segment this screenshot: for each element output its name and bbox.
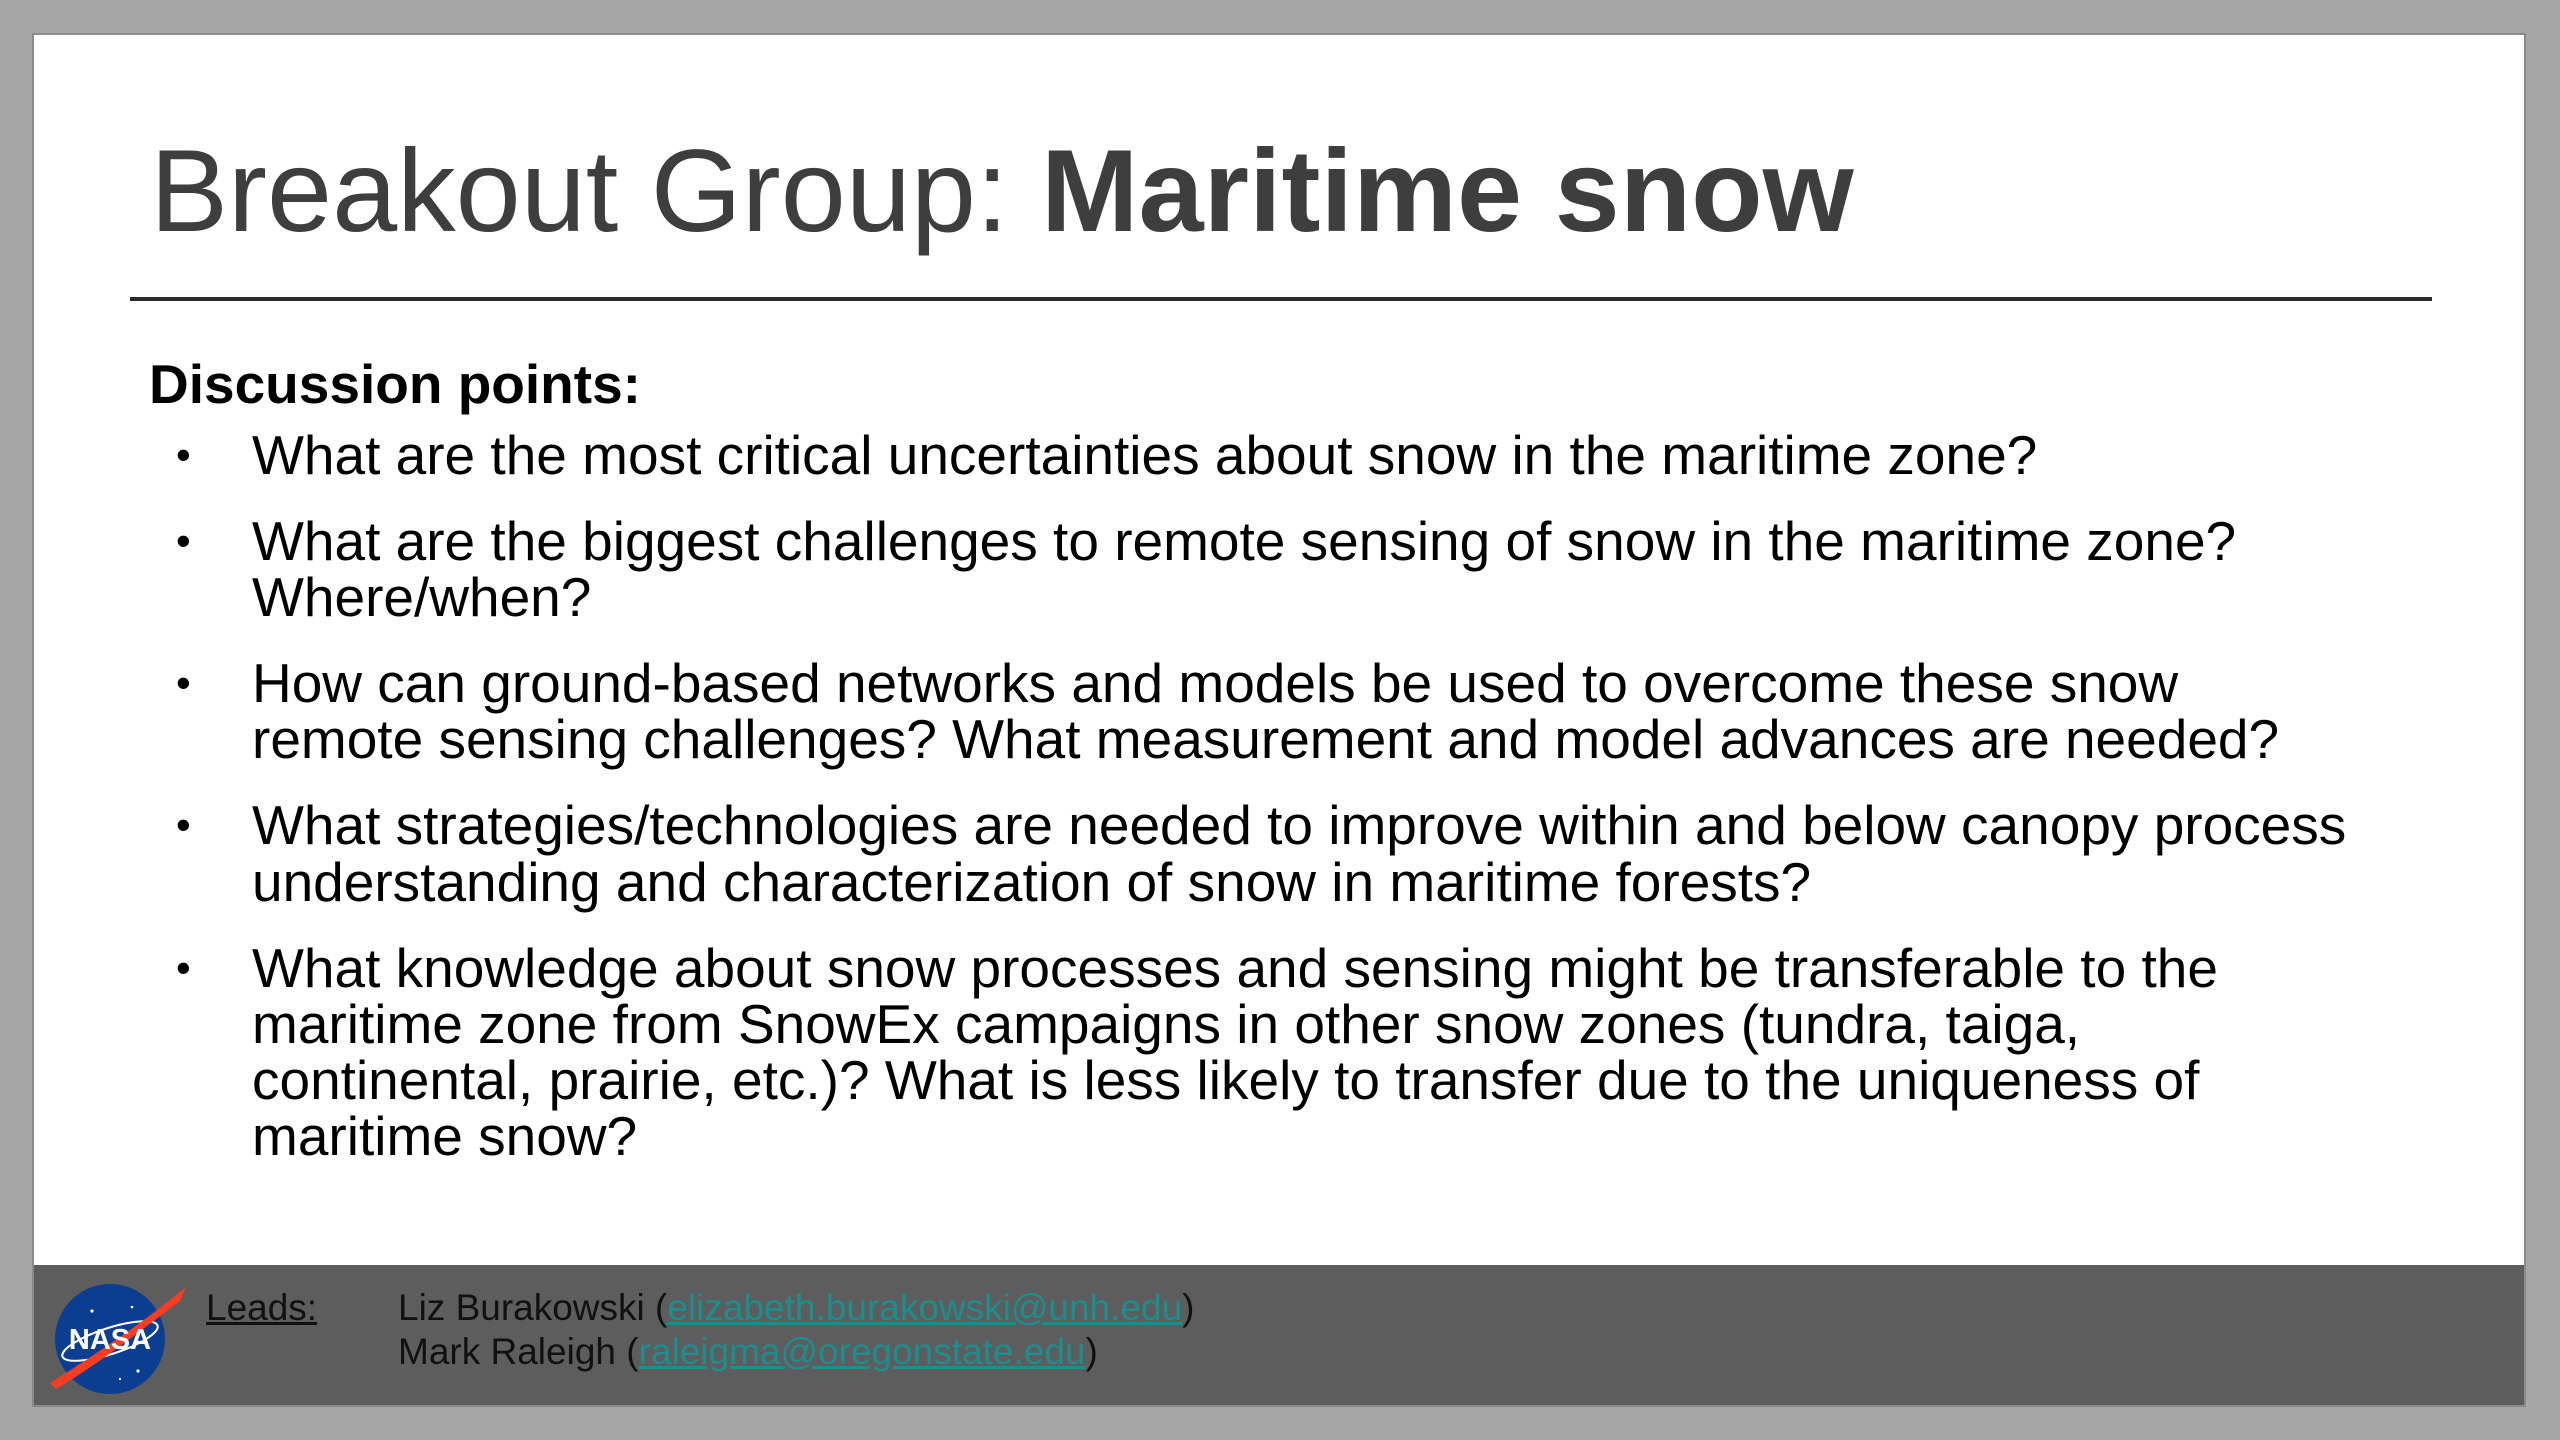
lead-name: Liz Burakowski [398,1287,645,1328]
nasa-logo-text: NASA [68,1324,152,1356]
lead-paren-close: ) [1085,1331,1098,1372]
lead-liz-burakowski [398,1287,1194,1329]
lead-paren-close: ) [1182,1287,1195,1328]
nasa-logo-icon [40,1279,190,1399]
discussion-point-text: How can ground-based networks and models be used to overcome these snow remote sensing challenges? What measurement and model advances are needed? [252,652,2280,771]
discussion-point-2 [149,510,2349,629]
discussion-point-text: What are the biggest challenges to remote sensing of snow in the maritime zone? Where/when? [252,510,2237,629]
bullet-icon: • [176,517,191,565]
bullet-icon: • [176,431,191,478]
lead-paren-open: ( [644,1287,668,1328]
discussion-point-1 [149,424,2349,486]
bullet-icon: • [176,659,191,707]
discussion-point-text: What strategies/technologies are needed to improve within and below canopy process understanding and characterization of snow in maritime forests? [252,794,2347,913]
title-divider [130,297,2432,301]
leads-label: Leads: [206,1287,318,1328]
bullet-icon: • [176,801,191,849]
slide-footer [34,1265,2524,1407]
slide-content [149,351,2349,1194]
lead-email-link[interactable]: raleigma@oregonstate.edu [638,1331,1086,1372]
discussion-point-text: What knowledge about snow processes and sensing might be transferable to the maritime zone from SnowEx campaigns in other snow zones (tundra, taiga, continental, prairie, etc.)? What is less likely to transfer due to the uniqueness of maritime snow? [252,936,2218,1167]
discussion-heading: Discussion points: [149,353,641,415]
discussion-points [149,424,2349,1167]
bullet-icon: • [176,943,191,991]
discussion-point-text: What are the most critical uncertainties about snow in the maritime zone? [252,424,2038,486]
discussion-point-5 [149,936,2349,1167]
lead-paren-open: ( [615,1331,639,1372]
discussion-point-4 [149,794,2349,913]
title-bold: Maritime snow [1040,125,1854,256]
title-regular: Breakout Group: [150,125,1041,256]
lead-mark-raleigh [398,1331,1098,1373]
discussion-point-3 [149,652,2349,771]
lead-email-link[interactable]: elizabeth.burakowski@unh.edu [667,1287,1183,1328]
slide-title [150,121,1854,261]
lead-name: Mark Raleigh [398,1331,616,1372]
slide [32,33,2526,1407]
